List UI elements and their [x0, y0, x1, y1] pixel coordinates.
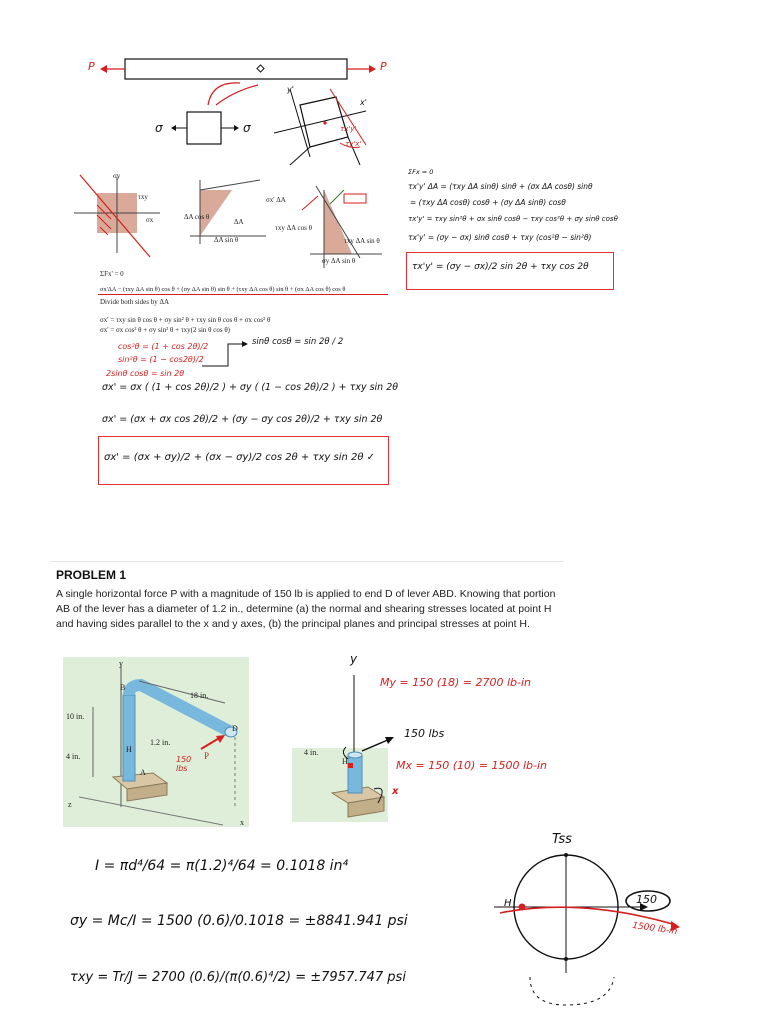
right-eq-2: = (τxy ΔA cosθ) cosθ + (σy ΔA sinθ) cosθ	[410, 198, 566, 207]
eq-balance: σx'ΔA − (τxy ΔA sin θ) cos θ + (σy ΔA sin θ) sin θ + (τxy ΔA cos θ) sin θ + (σx ΔA cos θ) cos θ	[100, 286, 346, 293]
right-eq-4: τx'y' = (σy − σx) sinθ cosθ + τxy (cos²θ − sin²θ)	[408, 233, 592, 242]
annotation-my: My = 150 (18) = 2700 lb-in	[380, 676, 532, 689]
tau-label-2: τy'x'	[345, 140, 362, 148]
lever-dim-4: 4 in.	[66, 752, 81, 761]
stress-element-square	[165, 108, 255, 148]
problem-text: A single horizontal force P with a magnitude of 150 lb is applied to end D of lever ABD. Knowing that portion AB of the lever has a diameter of 1.2 in., determine (a) the normal and shearing stresses located at point H and having sides parallel to the x and y axes, (b) the principal planes and principal stresses at point H.	[56, 588, 556, 630]
p-right-label: P	[380, 60, 387, 73]
expansion-2: σx' = (σx + σx cos 2θ)/2 + (σy − σy cos 2θ)/2 + τxy sin 2θ	[102, 414, 383, 425]
right-eq-1: τx'y' ΔA = (τxy ΔA sinθ) sinθ + (σx ΔA cosθ) sinθ	[408, 182, 593, 191]
sigma-left-label: σ	[155, 121, 163, 135]
lever-label-h: H	[126, 745, 132, 754]
identity-double: 2sinθ cosθ = sin 2θ	[106, 369, 185, 378]
lever-label-d: D	[232, 724, 238, 733]
mohr-circle	[490, 845, 690, 1025]
result-shear: τx'y' = (σy − σx)/2 sin 2θ + τxy cos 2θ	[412, 262, 589, 272]
fig-sigma-y-sin: σy ΔA sin θ	[322, 257, 356, 265]
mohr-1500: 1500 lb-in	[631, 920, 678, 938]
eq-divide: Divide both sides by ΔA	[100, 298, 170, 306]
mohr-h: H	[504, 898, 512, 909]
right-eq-3: τx'y' = τxy sin²θ + σx sinθ cosθ − τxy cos²θ + σy sinθ cosθ	[408, 215, 618, 223]
tau-label-1: τx'y'	[340, 125, 357, 133]
annotation-mx: Mx = 150 (10) = 1500 lb-in	[396, 759, 548, 772]
fig-delta-a-sin: ΔA sin θ	[214, 236, 239, 244]
lever-dim-10: 10 in.	[66, 712, 85, 721]
eq-underline	[98, 294, 388, 295]
calc-sigma: σy = Mc/I = 1500 (0.6)/0.1018 = ±8841.941 psi	[70, 913, 408, 929]
lever-force-note: 150 lbs	[176, 755, 192, 773]
fig-sigma-x-prime: σx' ΔA	[266, 196, 286, 204]
fig-sigma-x: σx	[146, 216, 154, 224]
eq-sigma-1: σx' = τxy sin θ cos θ + σy sin² θ + τxy sin θ cos θ + σx cos² θ	[100, 316, 271, 324]
expansion-1: σx' = σx ( (1 + cos 2θ)/2 ) + σy ( (1 − cos 2θ)/2 ) + τxy sin 2θ	[102, 382, 399, 393]
lever-label-b: B	[120, 683, 126, 692]
fig-tau-cos: τxy ΔA cos θ	[275, 224, 312, 232]
right-eq-0: ΣFx = 0	[408, 168, 434, 176]
problem-title: PROBLEM 1	[56, 568, 127, 582]
section-divider	[50, 561, 564, 562]
section-h: H	[342, 757, 348, 766]
lever-label-z: z	[68, 800, 72, 809]
fig-delta-a: ΔA	[234, 218, 244, 226]
lever-label-y: y	[119, 659, 123, 668]
fig-sigma-y: σy	[113, 172, 121, 180]
identity-cos: cos²θ = (1 + cos 2θ)/2	[118, 342, 209, 351]
lever-label-x: x	[240, 818, 244, 827]
section-x: x	[392, 786, 399, 797]
fig-delta-a-cos: ΔA cos θ	[184, 213, 210, 221]
section-dim-4: 4 in.	[304, 748, 319, 757]
mohr-axis-label: Tss	[552, 832, 572, 847]
identity-result: sinθ cosθ = sin 2θ / 2	[252, 337, 344, 347]
section-drawing	[292, 665, 412, 825]
x-prime-label: x'	[360, 98, 367, 107]
p-left-label: P	[88, 60, 95, 73]
fig-tau-xy: τxy	[138, 193, 148, 201]
lever-label-a: A	[140, 768, 146, 777]
mohr-150: 150	[636, 893, 657, 906]
lever-p-label: P	[204, 751, 210, 761]
lever-dim-18: 18 in.	[190, 691, 209, 700]
calc-tau: τxy = Tr/J = 2700 (0.6)/(π(0.6)⁴/2) = ±7957.747 psi	[70, 970, 406, 985]
lever-dim-12: 1.2 in.	[150, 738, 171, 747]
calc-i: I = πd⁴/64 = π(1.2)⁴/64 = 0.1018 in⁴	[95, 858, 349, 874]
sigma-right-label: σ	[243, 121, 251, 135]
eq-sum-fx: ΣFx' = 0	[100, 270, 124, 278]
eq-sigma-2: σx' = σx cos² θ + σy sin² θ + τxy(2 sin θ cos θ)	[100, 326, 231, 334]
identity-sin: sin²θ = (1 − cos2θ)/2	[118, 355, 204, 364]
annotation-force: 150 lbs	[404, 727, 445, 740]
section-y: y	[350, 652, 358, 666]
identity-arrow	[200, 340, 250, 370]
y-prime-label: y'	[287, 85, 294, 94]
fig-tau-sin: τxy ΔA sin θ	[344, 237, 380, 245]
result-normal: σx' = (σx + σy)/2 + (σx − σy)/2 cos 2θ + τxy sin 2θ ✓	[104, 452, 376, 463]
